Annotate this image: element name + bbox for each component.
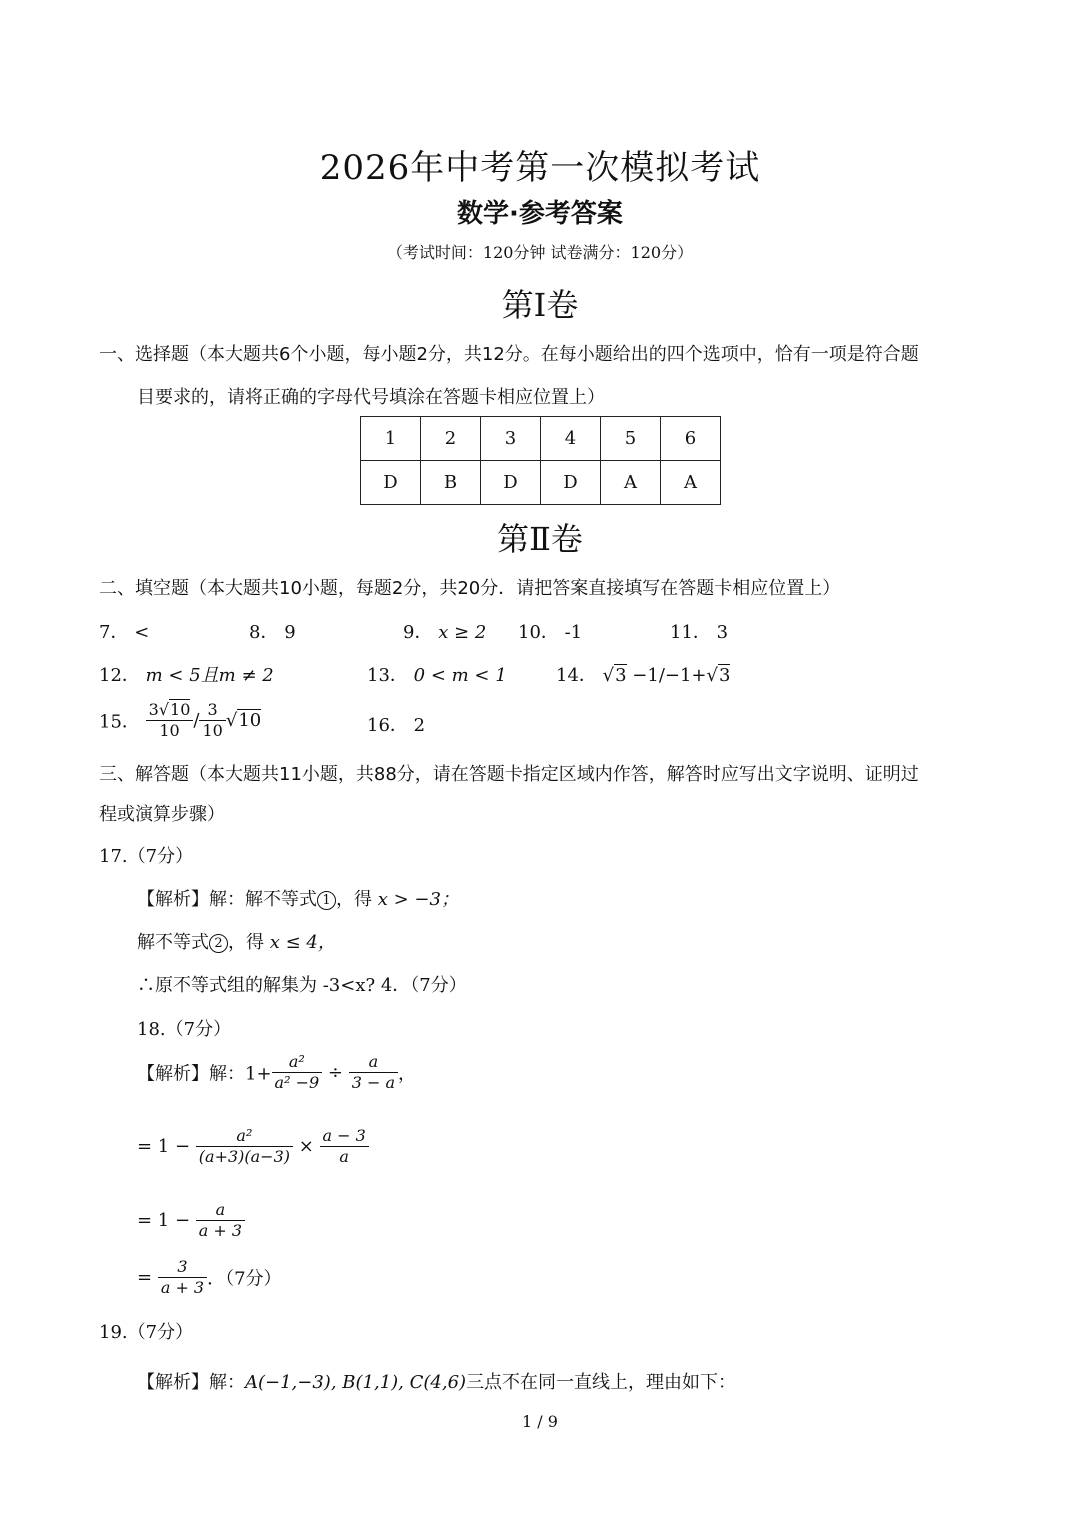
answer: 2 [413,715,426,736]
volume1-title: 第Ⅰ卷 [501,286,579,324]
radicand: 10 [170,700,191,719]
volume2-title: 第Ⅱ卷 [497,520,583,558]
numerator: 3 [199,700,225,721]
denominator: a² −9 [274,1073,320,1092]
circled-number: 1 [317,891,336,910]
text: 解不等式 [137,932,209,953]
fraction [320,1126,369,1167]
table-cell: B [421,461,481,505]
q17-line1 [137,885,459,911]
math: A(−1,−3), B(1,1), C(4,6) [245,1372,467,1393]
separator: / [193,710,200,731]
mc-heading-line2: 目要求的，请将正确的字母代号填涂在答题卡相应位置上） [137,387,605,408]
q18-step4 [137,1257,282,1298]
numerator: 3 [158,1257,207,1278]
q18-heading: 18.（7分） [137,1019,232,1040]
q18-step3 [137,1200,245,1241]
text: 【解析】解： [137,1372,245,1393]
denominator: a [339,1147,349,1166]
radicand: 3 [615,665,627,686]
math: x > −3； [377,889,459,910]
answer: 0 < m < 1 [413,665,507,686]
table-cell: 4 [541,417,601,461]
text: ，得 [228,932,270,953]
q17-line2 [137,928,336,954]
answer: √3 −1/−1+√3 [602,665,731,686]
answer-part: −1/−1+ [626,665,707,686]
table-cell: 2 [421,417,481,461]
denominator: 3 − a [351,1073,395,1092]
answer: -1 [564,622,583,643]
answer: m < 5且m ≠ 2 [145,665,274,686]
q18-step1 [137,1052,416,1093]
question-number: 12． [99,665,140,686]
table-row [361,417,721,461]
numerator: a [196,1200,245,1221]
text: = [137,1267,158,1288]
page-title: 2026年中考第一次模拟考试 [319,148,761,188]
fill-q9 [403,618,486,644]
table-cell: A [661,461,721,505]
question-number: 15． [99,711,140,733]
question-number: 11． [670,622,711,643]
table-row [361,461,721,505]
math: x ≤ 4， [269,932,336,953]
question-number: 8． [249,622,279,643]
fill-q12 [99,661,274,687]
fraction [158,1257,207,1298]
fill-heading: 二、填空题（本大题共10小题，每题2分，共20分．请把答案直接填写在答题卡相应位置上） [99,578,841,599]
radicand: 10 [238,710,262,731]
denominator: a + 3 [198,1221,243,1240]
page-subtitle: 数学·参考答案 [457,199,623,229]
denominator: 10 [159,721,180,740]
q18-step2 [137,1126,369,1167]
fill-q8 [249,618,296,644]
answer-table [360,416,721,505]
question-number: 16． [367,715,408,736]
solve-heading-line2: 程或演算步骤） [99,804,225,825]
fraction [272,1052,323,1093]
denominator: (a+3)(a−3) [198,1147,290,1166]
question-number: 13． [367,665,408,686]
solve-heading-line1: 三、解答题（本大题共11小题，共88分，请在答题卡指定区域内作答，解答时应写出文字说明、证明过 [99,764,919,785]
numerator: a² [196,1126,293,1147]
fill-q14 [556,661,730,687]
question-number: 10． [518,622,559,643]
text: = 1 − [137,1136,196,1157]
radicand: 3 [719,665,731,686]
mc-heading-line1: 一、选择题（本大题共6个小题，每小题2分，共12分。在每小题给出的四个选项中，恰有一项是符合题 [99,344,919,365]
text: ，得 [336,889,378,910]
fill-q10 [518,618,582,644]
q17-line3: ∴原不等式组的解集为 -3<x? 4．（7分） [137,975,467,996]
numerator: a − 3 [320,1126,369,1147]
denominator: a + 3 [160,1278,205,1297]
question-number: 9． [403,622,433,643]
fraction [196,1200,245,1241]
fill-q16 [367,711,425,737]
table-cell: D [481,461,541,505]
fill-q13 [367,661,507,687]
fraction [196,1126,293,1167]
text: = 1 − [137,1210,196,1231]
table-cell: 3 [481,417,541,461]
table-cell: A [601,461,661,505]
page-number: 1 / 9 [522,1412,558,1431]
q19-line1 [137,1368,736,1394]
q19-heading: 19.（7分） [99,1322,194,1343]
fraction [349,1052,398,1093]
denominator: 10 [202,721,223,740]
answer: 3 [716,622,729,643]
answer: 9 [284,622,296,643]
text: 【解析】解：解不等式 [137,889,317,910]
text: ， [398,1063,416,1085]
question-number: 14． [556,665,597,686]
table-cell: 6 [661,417,721,461]
fraction: $\frac{3√10}{10}$ [146,700,194,741]
table-cell: 5 [601,417,661,461]
table-cell: D [541,461,601,505]
text: 三点不在同一直线上，理由如下： [466,1372,737,1393]
fill-q7 [99,618,149,644]
table-cell: D [361,461,421,505]
numerator: a [349,1052,398,1073]
numerator: a² [272,1052,323,1073]
answer: < [134,622,150,643]
text: ．（7分） [207,1268,282,1290]
fill-q15: 15． $\frac{3√10}{10}$ / $\frac{3}{10}$ √10 [99,700,262,740]
fraction [199,700,225,741]
operator: ÷ [322,1062,349,1083]
answer: x ≥ 2 [438,622,487,643]
circled-number: 2 [209,934,228,953]
operator: × [293,1136,320,1157]
text: 【解析】解：1+ [137,1063,272,1085]
table-cell: 1 [361,417,421,461]
q17-heading: 17.（7分） [99,846,194,867]
question-number: 7． [99,622,129,643]
fill-q11 [670,618,728,644]
numerator: 3 [148,700,159,719]
exam-info: （考试时间：120分钟 试卷满分：120分） [386,243,694,262]
